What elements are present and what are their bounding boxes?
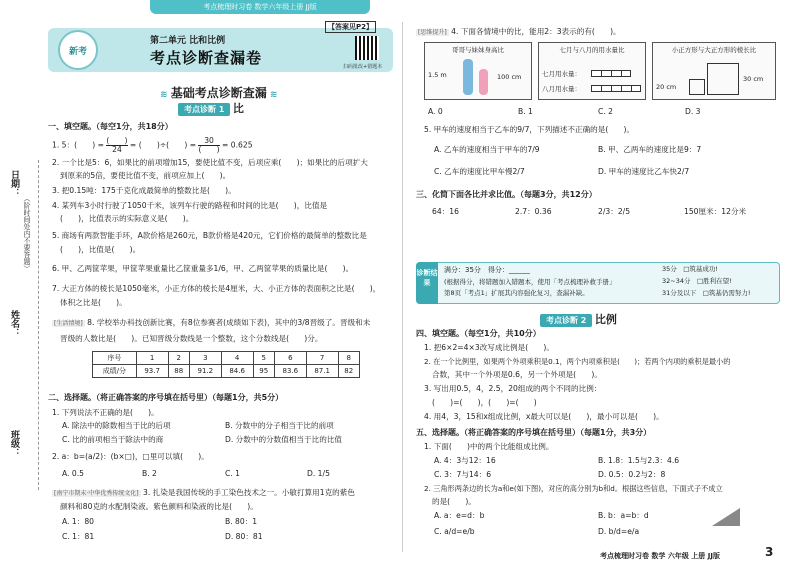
result-checkbox[interactable]: 31分及以下 □筑基仍需努力! [662, 289, 751, 297]
choice-p1: 1. 下面( )中的两个比能组成比例。 [424, 442, 554, 451]
option[interactable]: A. 乙车的速度相当于甲车的7/9 [434, 145, 540, 154]
girl-figure-icon [479, 69, 488, 95]
question-5b: ( )，比值是( )。 [60, 245, 141, 254]
name-label: 姓名： [9, 310, 19, 337]
question-2a: 2. 一个比是5：6，如果比的前项增加15，要使比值不变，后项应乘( )；如果比的后项扩大 [52, 158, 368, 167]
option[interactable]: A. 4：3与12：16 [434, 456, 496, 465]
diagnosis-score: 满分：35分 得分：______ [444, 266, 530, 274]
option[interactable]: D. 80：81 [225, 532, 263, 541]
option[interactable]: A. a：e=d：b [434, 511, 485, 520]
section-badge-2: 考点诊断 2 比例 [540, 311, 617, 327]
question-5a: 5. 商场有两款智能手环，A款价格是260元，B款价格是420元，它们价格的最简单的整数比是 [52, 231, 367, 240]
qr-caption: 扫码批改+错题本 [343, 64, 383, 70]
result-checkbox[interactable]: 32~34分 □胜利在望! [662, 277, 732, 285]
question-p4: 4. 用4，3，15和x组成比例，x最大可以是( )，最小可以是( )。 [424, 412, 664, 421]
option[interactable]: D. 3 [685, 107, 701, 116]
class-label: 班级： [9, 430, 19, 457]
option[interactable]: B. 分数中的分子相当于比的前项 [225, 421, 334, 430]
binding-note: （阶时间处内不要答题） [23, 195, 31, 272]
answer-ref: 【答案见P2】 [325, 21, 376, 33]
option[interactable]: B. b：a=b：d [598, 511, 649, 520]
question-8a: [生活情境] 8. 学校举办科技创新比赛，有8位参赛者(成绩如下表)，其中的3/8晋级了。晋级和未 [54, 318, 371, 327]
binding-line [38, 160, 39, 490]
date-label: 日期： [9, 170, 19, 197]
option[interactable]: D. b/d=e/a [598, 527, 640, 536]
question-3: 3. 把0.15吨：175千克化成最简单的整数比是( )。 [52, 186, 236, 195]
choice-p2a: 2. 三角形两条边的长为a和e(如下图)，对应的高分别为b和d。根据这些信息，下面式子不成立 [424, 484, 723, 493]
square-picture: 小正方形与大正方形的棱长比 20 cm 30 cm [652, 42, 776, 100]
option[interactable]: B. 甲、乙两车的速度比是9：7 [598, 145, 702, 154]
column-divider [402, 22, 403, 552]
ratio-item: 64：16 [432, 207, 459, 216]
choice-q2: 2. a：b=(a/2)：(b×□)，□里可以填( )。 [52, 452, 209, 461]
diagnosis-text: (根据得分，将错题加入错题本，使用「考点梳理补救手册」 [444, 278, 616, 286]
section-title: ≋ 基础考点诊断查漏 ≋ [160, 86, 278, 100]
question-7a: 7. 大正方体的棱长是1050毫米，小正方体的棱长是4厘米，大、小正方体的表面积之比是( )， [52, 284, 381, 293]
qr-code-icon[interactable] [355, 36, 379, 60]
question-p3a: 3. 写出用0.5，4，2.5，20组成的两个不同的比例： [424, 384, 602, 393]
result-checkbox[interactable]: 35分 □筑基成功! [662, 265, 719, 273]
option[interactable]: C. 1 [225, 469, 240, 478]
option[interactable]: C. 1：81 [62, 532, 95, 541]
section-badge: 考点诊断 1 比 [178, 100, 244, 116]
option[interactable]: A. 0 [428, 107, 443, 116]
option[interactable]: A. 1：80 [62, 517, 94, 526]
option[interactable]: B. 80：1 [225, 517, 258, 526]
option[interactable]: D. 1/5 [307, 469, 330, 478]
option[interactable]: B. 1 [518, 107, 533, 116]
diagnosis-tag: 诊断结果 [416, 262, 438, 304]
ratio-item: 150厘米：12分米 [684, 207, 747, 216]
page-title: 考点诊断查漏卷 [150, 49, 263, 67]
option[interactable]: D. 甲车的速度比乙车快2/7 [598, 167, 690, 176]
simplify-heading: 三、化简下面各比并求比值。（每题3分，共12分） [416, 190, 597, 199]
question-6: 6. 甲、乙两筐苹果，甲筐苹果重量比乙筐重量多1/6，甲、乙两筐苹果的质量比是( )。 [52, 264, 354, 273]
fill2-heading: 四、填空题。（每空1分，共10分） [416, 329, 541, 338]
question-p2a: 2. 在一个比例里，如果两个外项乘积是0.1，两个内项乘积是( )；若两个内项的乘积是最小的 [424, 357, 731, 366]
option[interactable]: C. 2 [598, 107, 613, 116]
question-p1: 1. 把6×2=4×3改写成比例是( )。 [424, 343, 554, 352]
choice-q3a: [南宁市期末·中华优秀传统文化] 3. 扎染是我国传统的手工染色技术之一。小敏打算用1克的紫色 [54, 488, 355, 497]
question-r5: 5. 甲车的速度相当于乙车的9/7，下列描述不正确的是( )。 [424, 125, 635, 134]
question-4a: 4. 某列车3小时行驶了1050千米，该列车行驶的路程和时间的比是( )，比值是 [52, 201, 328, 210]
choice-p2b: 的是( )。 [432, 497, 476, 506]
option[interactable]: A. 除法中的除数相当于比的后项 [62, 421, 171, 430]
boy-figure-icon [463, 59, 473, 95]
fill-heading: 一、填空题。（每空1分，共18分） [48, 122, 173, 131]
option[interactable]: C. 比的前项相当于除法中的商 [62, 435, 164, 444]
footer-text: 考点梳理时习卷 数学 六年级 上册 JJ版 [600, 552, 720, 560]
option[interactable]: C. 3：7与14：6 [434, 470, 492, 479]
wave-icon: ≋ [160, 90, 171, 100]
wave-icon: ≋ [266, 90, 278, 100]
unit-title: 第二单元 比和比例 [150, 36, 226, 46]
question-1: 1. 5：( ) = ( ) 24 = ( )÷( ) = 30 ( ) = 0.625 [52, 136, 253, 154]
option[interactable]: B. 2 [142, 469, 157, 478]
option[interactable]: D. 0.5：0.2与2：8 [598, 470, 666, 479]
ratio-item: 2.7：0.36 [515, 207, 552, 216]
question-8b: 晋级的人数比是( )。已知晋级分数线是一个整数，这个分数线是( )分。 [60, 334, 323, 343]
option[interactable]: A. 0.5 [62, 469, 84, 478]
question-p3b: ( )=( )，( )=( ) [432, 398, 537, 407]
water-picture: 七月与八月的用水量比 七月用水量： 八月用水量： [538, 42, 646, 100]
page-number: 3 [765, 545, 774, 559]
choice2-heading: 五、选择题。（将正确答案的序号填在括号里）（每题1分，共3分） [416, 428, 652, 437]
option[interactable]: B. 1.8：1.5与2.3：4.6 [598, 456, 680, 465]
diagnosis-text: 第8页「考点1」扩展其内容强化复习，查漏补缺。 [444, 289, 589, 297]
ratio-item: 2/3：2/5 [598, 207, 631, 216]
choice-q3b: 颜料和80克的水配制染液。紫色颜料和染液的比是( )。 [60, 502, 258, 511]
option[interactable]: C. 乙车的速度比甲车慢2/7 [434, 167, 525, 176]
triangle-icon [712, 508, 740, 526]
question-4b: ( )，比值表示的实际意义是( )。 [60, 214, 194, 223]
question-r4: [思维提升] 4. 下面各情境中的比，能用2：3表示的有( )。 [418, 27, 621, 36]
option[interactable]: D. 分数中的分数值相当于比的比值 [225, 435, 342, 444]
question-p2b: 合数，其中一个外项是0.6，另一个外项是( )。 [432, 370, 602, 379]
height-picture: 哥哥与妹妹身高比 1.5 m 100 cm [424, 42, 532, 100]
question-2b: 到原来的5倍，要使比值不变，前项应加上( )。 [60, 171, 231, 180]
question-7b: 体积之比是( )。 [60, 298, 127, 307]
brand-logo: 新考 [58, 30, 98, 70]
score-table [92, 351, 360, 378]
top-banner: 考点梳理时习卷 数学六年级上册 JJ版 [150, 0, 370, 14]
choice-q1: 1. 下列说法不正确的是( )。 [52, 408, 159, 417]
choice-heading: 二、选择题。（将正确答案的序号填在括号里）（每题1分，共5分） [48, 393, 284, 402]
option[interactable]: C. a/d=e/b [434, 527, 475, 536]
table-row: 序号 1 2 3 4 5 6 7 8 [93, 352, 360, 365]
table-row: 成绩/分 93.7 88 91.2 84.6 95 83.6 87.1 82 [93, 365, 360, 378]
